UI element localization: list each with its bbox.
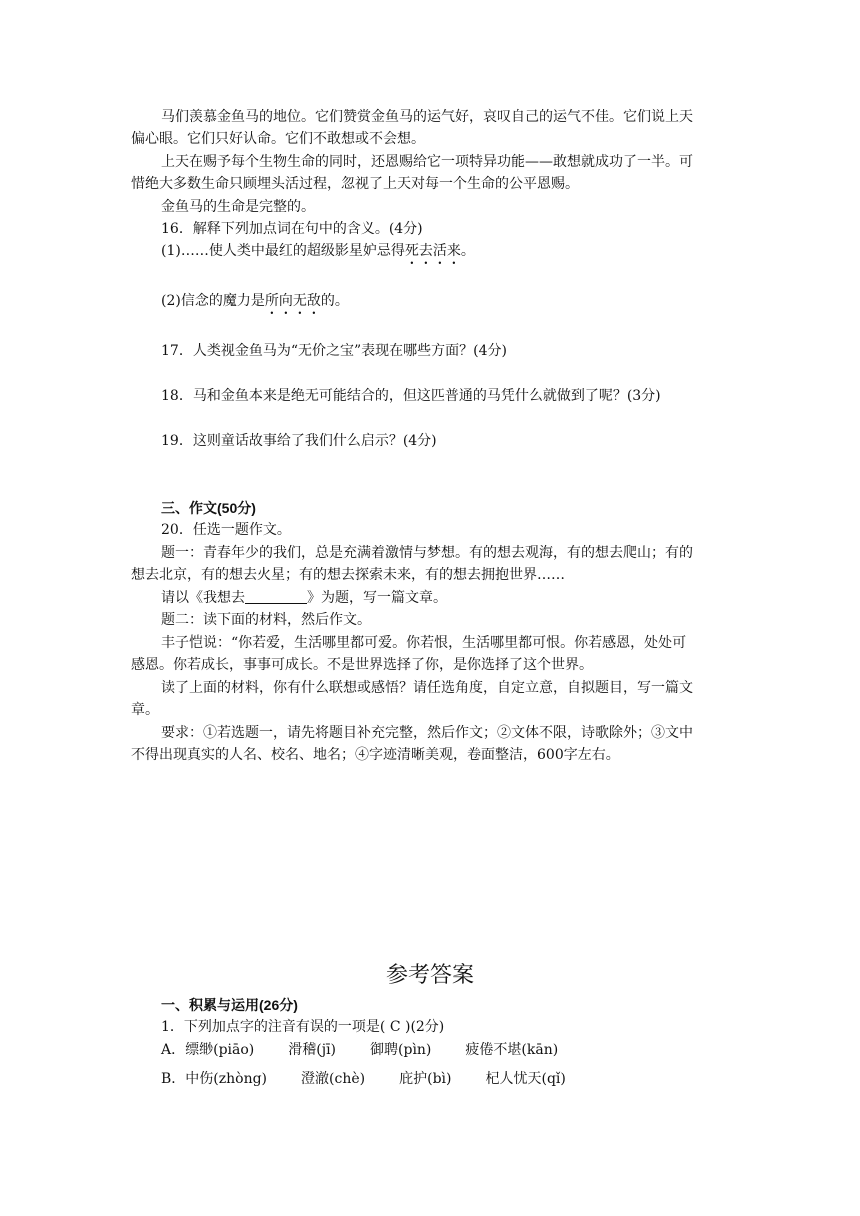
option-word: 缥缈(piāo) <box>185 1042 255 1058</box>
story-paragraph-1-line-1: 马们羡慕金鱼马的地位。它们赞赏金鱼马的运气好，哀叹自己的运气不佳。它们说上天 <box>161 109 693 125</box>
story-paragraph-3: 金鱼马的生命是完整的。 <box>161 199 315 215</box>
option-word: 澄澈(chè) <box>301 1071 366 1087</box>
dotted-char: 无 <box>292 293 307 309</box>
answer-option-a <box>161 1039 558 1061</box>
story-paragraph-2-line-1: 上天在赐予每个生物生命的同时，还恩赐给它一项特异功能——敢想就成功了一半。可 <box>161 154 693 170</box>
question-16-1-end: 。 <box>460 243 475 259</box>
dotted-char: 来 <box>446 243 461 259</box>
answers-title: 参考答案 <box>385 963 474 988</box>
essay-requirements-line-1: 要求：①若选题一，请先将题目补充完整，然后作文；②文体不限，诗歌除外；③文中 <box>161 725 693 741</box>
answers-section-1-heading: 一、积累与运用(26分) <box>161 997 298 1013</box>
option-word: 中伤(zhòng) <box>185 1071 268 1087</box>
question-16-2-text: (2)信念的魔力是 <box>161 293 265 309</box>
essay-topic-1-line-1: 题一：青春年少的我们，总是充满着激情与梦想。有的想去观海，有的想去爬山；有的 <box>161 545 693 561</box>
dotted-char: 死 <box>404 243 419 259</box>
option-word: 御聘(pìn) <box>370 1042 432 1058</box>
option-word: 庇护(bì) <box>399 1071 452 1087</box>
dotted-char: 去 <box>418 243 433 259</box>
option-word: 疲倦不堪(kān) <box>465 1042 559 1058</box>
option-label: B． <box>161 1071 186 1087</box>
question-18: 18．马和金鱼本来是绝无可能结合的，但这匹普通的马凭什么就做到了呢？(3分) <box>161 388 661 404</box>
prompt-text-start: 请以《我想去 <box>161 590 245 606</box>
essay-topic-2: 题二：读下面的材料，然后作文。 <box>161 612 371 628</box>
option-label: A． <box>161 1042 186 1058</box>
essay-requirements-line-2: 不得出现真实的人名、校名、地名；④字迹清晰美观，卷面整洁，600字左右。 <box>131 747 620 763</box>
option-word: 杞人忧天(qǐ) <box>485 1071 566 1087</box>
answer-question-1: 1．下列加点字的注音有误的一项是( C )(2分) <box>161 1019 445 1035</box>
fill-in-blank <box>245 589 307 604</box>
dotted-char: 活 <box>432 243 447 259</box>
answer-option-b <box>161 1068 566 1090</box>
question-20: 20．任选一题作文。 <box>161 522 291 538</box>
essay-instruction-line-1: 读了上面的材料，你有什么联想或感悟？请任选角度，自定立意，自拟题目，写一篇文 <box>161 680 693 696</box>
dotted-char: 所 <box>264 293 279 309</box>
essay-quote-line-1: 丰子恺说：“你若爱，生活哪里都可爱。你若恨，生活哪里都可恨。你若感恩，处处可 <box>161 635 687 651</box>
essay-section-heading: 三、作文(50分) <box>161 500 256 516</box>
essay-topic-1-line-2: 想去北京，有的想去火星；有的想去探索未来，有的想去拥抱世界…… <box>131 567 565 583</box>
question-16-part-2 <box>161 290 349 312</box>
story-paragraph-2-line-2: 惜绝大多数生命只顾埋头活过程，忽视了上天对每一个生命的公平恩赐。 <box>131 176 579 192</box>
essay-quote-line-2: 感恩。你若成长，事事可成长。不是世界选择了你，是你选择了这个世界。 <box>131 657 593 673</box>
dotted-char: 向 <box>278 293 293 309</box>
essay-topic-1-prompt <box>161 587 447 609</box>
story-paragraph-1-line-2: 偏心眼。它们只好认命。它们不敢想或不会想。 <box>131 131 425 147</box>
question-19: 19．这则童话故事给了我们什么启示？(4分) <box>161 433 437 449</box>
dotted-char: 敌 <box>306 293 321 309</box>
option-word: 滑稽(jī) <box>288 1042 337 1058</box>
question-16: 16．解释下列加点词在句中的含义。(4分) <box>161 221 423 237</box>
question-17: 17．人类视金鱼马为“无价之宝”表现在哪些方面？(4分) <box>161 343 507 359</box>
question-16-2-end: 的。 <box>320 293 349 309</box>
essay-instruction-line-2: 章。 <box>131 702 159 718</box>
question-16-part-1 <box>161 240 475 262</box>
question-16-1-text: (1)……使人类中最红的超级影星妒忌得 <box>161 243 405 259</box>
prompt-text-end: 》为题，写一篇文章。 <box>307 590 447 606</box>
